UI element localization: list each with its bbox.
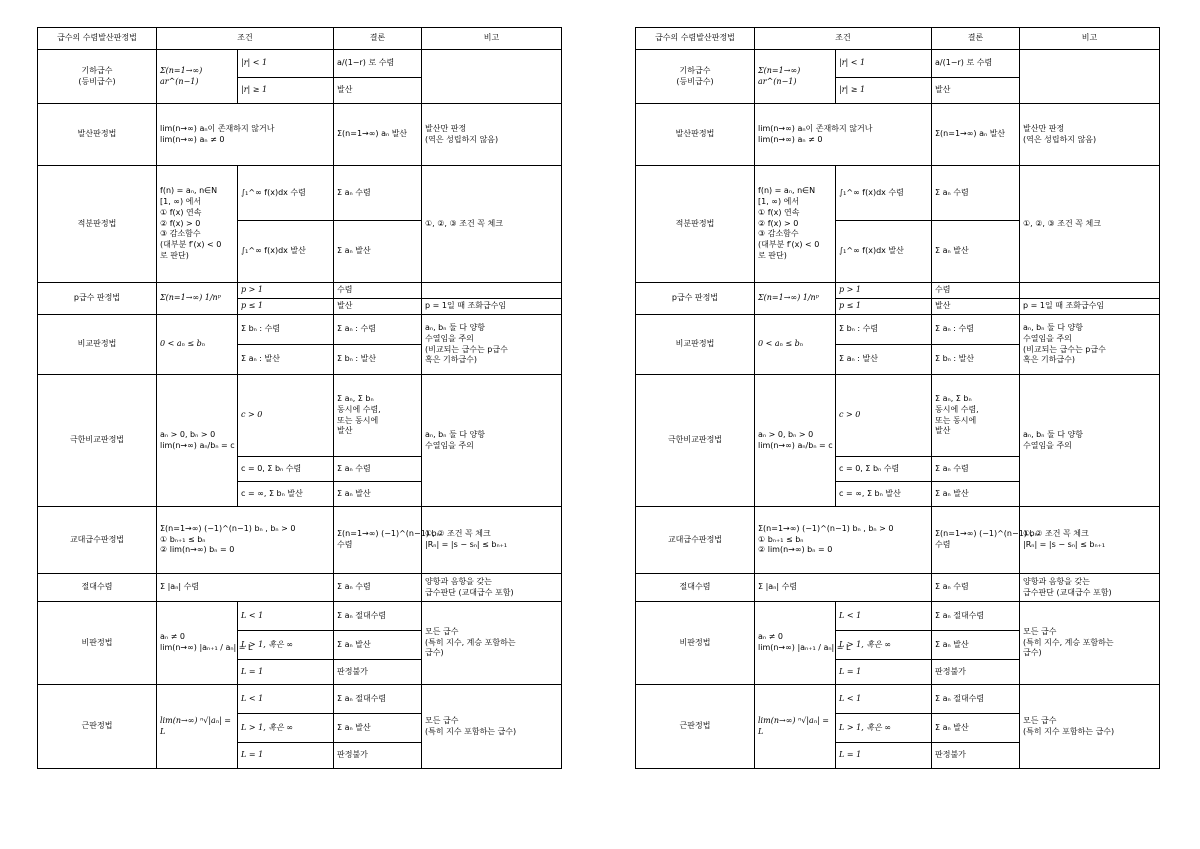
alternating-result: Σ(n=1→∞) (−1)^(n−1) bₙ 수렴 <box>334 507 422 574</box>
divergence-condition: lim(n→∞) aₙ이 존재하지 않거나 lim(n→∞) aₙ ≠ 0 <box>755 104 932 166</box>
comparison-condition: 0 < aₙ ≤ bₙ <box>755 315 836 375</box>
geometric-name: 기하급수 (등비급수) <box>636 50 755 104</box>
test-table-page-right <box>635 27 1159 769</box>
geometric-cond-1: |r| < 1 <box>836 50 932 78</box>
integral-cond-2: ∫₁^∞ f(x)dx 발산 <box>238 221 334 283</box>
integral-result-2: Σ aₙ 발산 <box>334 221 422 283</box>
limitcomp-result-2: Σ aₙ 수렴 <box>334 457 422 482</box>
table-row <box>636 602 1160 631</box>
comparison-result-2: Σ bₙ : 발산 <box>932 345 1020 375</box>
header-name: 급수의 수렴발산판정법 <box>38 28 157 50</box>
ratio-result-3: 판정불가 <box>932 660 1020 685</box>
header-condition: 조건 <box>755 28 932 50</box>
ratio-condition: aₙ ≠ 0 lim(n→∞) |aₙ₊₁ / aₙ| = L <box>755 602 836 685</box>
integral-result-2: Σ aₙ 발산 <box>932 221 1020 283</box>
table-row <box>636 104 1160 166</box>
limitcomp-result-3: Σ aₙ 발산 <box>932 482 1020 507</box>
root-result-3: 판정불가 <box>932 743 1020 769</box>
root-result-1: Σ aₙ 절대수렴 <box>932 685 1020 714</box>
pseries-result-2: 발산 <box>932 299 1020 315</box>
ratio-result-3: 판정불가 <box>334 660 422 685</box>
root-cond-2: L > 1, 혹은 ∞ <box>238 714 334 743</box>
table-row <box>38 602 562 631</box>
limitcomp-note: aₙ, bₙ 둘 다 양항 수열임을 주의 <box>422 375 562 507</box>
ratio-cond-3: L = 1 <box>238 660 334 685</box>
limitcomp-result-1: Σ aₙ, Σ bₙ 동시에 수렴, 또는 동시에 발산 <box>932 375 1020 457</box>
geometric-cond-2: |r| ≥ 1 <box>836 78 932 104</box>
test-table-page-left <box>37 27 561 769</box>
divergence-name: 발산판정법 <box>636 104 755 166</box>
table-row <box>636 50 1160 78</box>
comparison-name: 비교판정법 <box>38 315 157 375</box>
table-row <box>38 507 562 574</box>
divergence-result: Σ(n=1→∞) aₙ 발산 <box>932 104 1020 166</box>
geometric-series: Σ(n=1→∞) ar^(n−1) <box>157 50 238 104</box>
alternating-condition: Σ(n=1→∞) (−1)^(n−1) bₙ , bₙ > 0 ① bₙ₊₁ ≤ bₙ ② lim(n→∞) bₙ = 0 <box>755 507 932 574</box>
root-cond-3: L = 1 <box>238 743 334 769</box>
comparison-result-2: Σ bₙ : 발산 <box>334 345 422 375</box>
limitcomp-name: 극한비교판정법 <box>38 375 157 507</box>
pseries-cond-2: p ≤ 1 <box>836 299 932 315</box>
ratio-cond-2: L > 1, 혹은 ∞ <box>238 631 334 660</box>
table-row <box>38 104 562 166</box>
header-note: 비고 <box>1020 28 1160 50</box>
root-cond-2: L > 1, 혹은 ∞ <box>836 714 932 743</box>
table-row <box>636 375 1160 457</box>
ratio-cond-2: L > 1, 혹은 ∞ <box>836 631 932 660</box>
header-result: 결론 <box>334 28 422 50</box>
limitcomp-cond-1: c > 0 <box>836 375 932 457</box>
absolute-condition: Σ |aₙ| 수렴 <box>157 574 334 602</box>
divergence-result: Σ(n=1→∞) aₙ 발산 <box>334 104 422 166</box>
limitcomp-result-3: Σ aₙ 발산 <box>334 482 422 507</box>
limitcomp-cond-2: c = 0, Σ bₙ 수렴 <box>238 457 334 482</box>
comparison-cond-1: Σ bₙ : 수렴 <box>836 315 932 345</box>
divergence-note: 발산만 판정 (역은 성립하지 않음) <box>422 104 562 166</box>
root-cond-1: L < 1 <box>836 685 932 714</box>
geometric-result-2: 발산 <box>932 78 1020 104</box>
geometric-name: 기하급수 (등비급수) <box>38 50 157 104</box>
ratio-result-1: Σ aₙ 절대수렴 <box>334 602 422 631</box>
limitcomp-cond-3: c = ∞, Σ bₙ 발산 <box>238 482 334 507</box>
comparison-name: 비교판정법 <box>636 315 755 375</box>
table-row <box>38 375 562 457</box>
absolute-name: 절대수렴 <box>636 574 755 602</box>
absolute-name: 절대수렴 <box>38 574 157 602</box>
header-row <box>636 28 1160 50</box>
table-row <box>636 283 1160 299</box>
root-note: 모든 급수 (특히 지수 포함하는 급수) <box>1020 685 1160 769</box>
alternating-condition: Σ(n=1→∞) (−1)^(n−1) bₙ , bₙ > 0 ① bₙ₊₁ ≤ bₙ ② lim(n→∞) bₙ = 0 <box>157 507 334 574</box>
root-result-3: 판정불가 <box>334 743 422 769</box>
pseries-name: p급수 판정법 <box>38 283 157 315</box>
root-result-1: Σ aₙ 절대수렴 <box>334 685 422 714</box>
integral-cond-1: ∫₁^∞ f(x)dx 수렴 <box>238 166 334 221</box>
comparison-cond-2: Σ aₙ : 발산 <box>836 345 932 375</box>
alternating-name: 교대급수판정법 <box>38 507 157 574</box>
pseries-result-1: 수렴 <box>932 283 1020 299</box>
limitcomp-name: 극한비교판정법 <box>636 375 755 507</box>
pseries-note-empty <box>1020 283 1160 299</box>
ratio-note: 모든 급수 (특히 지수, 계승 포함하는 급수) <box>1020 602 1160 685</box>
pseries-note: p = 1일 때 조화급수임 <box>422 299 562 315</box>
limitcomp-result-1: Σ aₙ, Σ bₙ 동시에 수렴, 또는 동시에 발산 <box>334 375 422 457</box>
integral-result-1: Σ aₙ 수렴 <box>932 166 1020 221</box>
divergence-condition: lim(n→∞) aₙ이 존재하지 않거나 lim(n→∞) aₙ ≠ 0 <box>157 104 334 166</box>
absolute-result: Σ aₙ 수렴 <box>932 574 1020 602</box>
pseries-series: Σ(n=1→∞) 1/nᵖ <box>157 283 238 315</box>
pseries-cond-1: p > 1 <box>238 283 334 299</box>
limitcomp-cond-1: c > 0 <box>238 375 334 457</box>
header-result: 결론 <box>932 28 1020 50</box>
geometric-note <box>1020 50 1160 104</box>
comparison-result-1: Σ aₙ : 수렴 <box>334 315 422 345</box>
root-result-2: Σ aₙ 발산 <box>334 714 422 743</box>
integral-note: ①, ②, ③ 조건 꼭 체크 <box>422 166 562 283</box>
pseries-series: Σ(n=1→∞) 1/nᵖ <box>755 283 836 315</box>
root-cond-3: L = 1 <box>836 743 932 769</box>
pseries-note-empty <box>422 283 562 299</box>
comparison-cond-2: Σ aₙ : 발산 <box>238 345 334 375</box>
pseries-name: p급수 판정법 <box>636 283 755 315</box>
pseries-cond-2: p ≤ 1 <box>238 299 334 315</box>
ratio-note: 모든 급수 (특히 지수, 계승 포함하는 급수) <box>422 602 562 685</box>
geometric-series: Σ(n=1→∞) ar^(n−1) <box>755 50 836 104</box>
root-condition: lim(n→∞) ⁿ√|aₙ| = L <box>755 685 836 769</box>
integral-cond-2: ∫₁^∞ f(x)dx 발산 <box>836 221 932 283</box>
pseries-cond-1: p > 1 <box>836 283 932 299</box>
alternating-result: Σ(n=1→∞) (−1)^(n−1) bₙ 수렴 <box>932 507 1020 574</box>
header-name: 급수의 수렴발산판정법 <box>636 28 755 50</box>
ratio-result-1: Σ aₙ 절대수렴 <box>932 602 1020 631</box>
convergence-tests-table <box>635 27 1160 769</box>
table-row <box>38 166 562 221</box>
root-name: 근판정법 <box>636 685 755 769</box>
comparison-note: aₙ, bₙ 둘 다 양항 수열임을 주의 (비교되는 급수는 p급수 혹은 기하급수) <box>422 315 562 375</box>
geometric-note <box>422 50 562 104</box>
divergence-name: 발산판정법 <box>38 104 157 166</box>
root-name: 근판정법 <box>38 685 157 769</box>
limitcomp-result-2: Σ aₙ 수렴 <box>932 457 1020 482</box>
table-row <box>636 507 1160 574</box>
integral-result-1: Σ aₙ 수렴 <box>334 166 422 221</box>
geometric-result-2: 발산 <box>334 78 422 104</box>
table-row <box>636 574 1160 602</box>
limitcomp-cond-3: c = ∞, Σ bₙ 발산 <box>836 482 932 507</box>
root-condition: lim(n→∞) ⁿ√|aₙ| = L <box>157 685 238 769</box>
integral-cond-1: ∫₁^∞ f(x)dx 수렴 <box>836 166 932 221</box>
header-row <box>38 28 562 50</box>
comparison-cond-1: Σ bₙ : 수렴 <box>238 315 334 345</box>
root-note: 모든 급수 (특히 지수 포함하는 급수) <box>422 685 562 769</box>
geometric-result-1: a/(1−r) 로 수렴 <box>932 50 1020 78</box>
pseries-result-1: 수렴 <box>334 283 422 299</box>
table-row <box>636 315 1160 345</box>
geometric-result-1: a/(1−r) 로 수렴 <box>334 50 422 78</box>
integral-condition: f(n) = aₙ, n∈N [1, ∞) 에서 ① f(x) 연속 ② f(x) > 0 ③ 감소함수 (대부분 f′(x) < 0 로 판단) <box>755 166 836 283</box>
limitcomp-condition: aₙ > 0, bₙ > 0 lim(n→∞) aₙ/bₙ = c <box>755 375 836 507</box>
alternating-note: ①, ② 조건 꼭 체크 |Rₙ| = |s − sₙ| ≤ bₙ₊₁ <box>1020 507 1160 574</box>
ratio-name: 비판정법 <box>38 602 157 685</box>
alternating-note: ①, ② 조건 꼭 체크 |Rₙ| = |s − sₙ| ≤ bₙ₊₁ <box>422 507 562 574</box>
integral-name: 적분판정법 <box>636 166 755 283</box>
absolute-note: 양항과 음항을 갖는 급수판단 (교대급수 포함) <box>1020 574 1160 602</box>
ratio-cond-3: L = 1 <box>836 660 932 685</box>
comparison-note: aₙ, bₙ 둘 다 양항 수열임을 주의 (비교되는 급수는 p급수 혹은 기하급수) <box>1020 315 1160 375</box>
ratio-result-2: Σ aₙ 발산 <box>334 631 422 660</box>
absolute-result: Σ aₙ 수렴 <box>334 574 422 602</box>
limitcomp-condition: aₙ > 0, bₙ > 0 lim(n→∞) aₙ/bₙ = c <box>157 375 238 507</box>
comparison-result-1: Σ aₙ : 수렴 <box>932 315 1020 345</box>
ratio-name: 비판정법 <box>636 602 755 685</box>
ratio-result-2: Σ aₙ 발산 <box>932 631 1020 660</box>
table-row <box>636 166 1160 221</box>
geometric-cond-1: |r| < 1 <box>238 50 334 78</box>
integral-note: ①, ②, ③ 조건 꼭 체크 <box>1020 166 1160 283</box>
ratio-cond-1: L < 1 <box>836 602 932 631</box>
table-row <box>38 574 562 602</box>
table-row <box>636 685 1160 714</box>
absolute-note: 양항과 음항을 갖는 급수판단 (교대급수 포함) <box>422 574 562 602</box>
header-condition: 조건 <box>157 28 334 50</box>
divergence-note: 발산만 판정 (역은 성립하지 않음) <box>1020 104 1160 166</box>
ratio-cond-1: L < 1 <box>238 602 334 631</box>
table-row <box>38 50 562 78</box>
table-row <box>38 685 562 714</box>
pseries-note: p = 1일 때 조화급수임 <box>1020 299 1160 315</box>
root-cond-1: L < 1 <box>238 685 334 714</box>
ratio-condition: aₙ ≠ 0 lim(n→∞) |aₙ₊₁ / aₙ| = L <box>157 602 238 685</box>
table-row <box>38 283 562 299</box>
absolute-condition: Σ |aₙ| 수렴 <box>755 574 932 602</box>
integral-name: 적분판정법 <box>38 166 157 283</box>
comparison-condition: 0 < aₙ ≤ bₙ <box>157 315 238 375</box>
geometric-cond-2: |r| ≥ 1 <box>238 78 334 104</box>
limitcomp-cond-2: c = 0, Σ bₙ 수렴 <box>836 457 932 482</box>
pseries-result-2: 발산 <box>334 299 422 315</box>
integral-condition: f(n) = aₙ, n∈N [1, ∞) 에서 ① f(x) 연속 ② f(x) > 0 ③ 감소함수 (대부분 f′(x) < 0 로 판단) <box>157 166 238 283</box>
alternating-name: 교대급수판정법 <box>636 507 755 574</box>
limitcomp-note: aₙ, bₙ 둘 다 양항 수열임을 주의 <box>1020 375 1160 507</box>
root-result-2: Σ aₙ 발산 <box>932 714 1020 743</box>
table-row <box>38 315 562 345</box>
convergence-tests-table <box>37 27 562 769</box>
header-note: 비고 <box>422 28 562 50</box>
